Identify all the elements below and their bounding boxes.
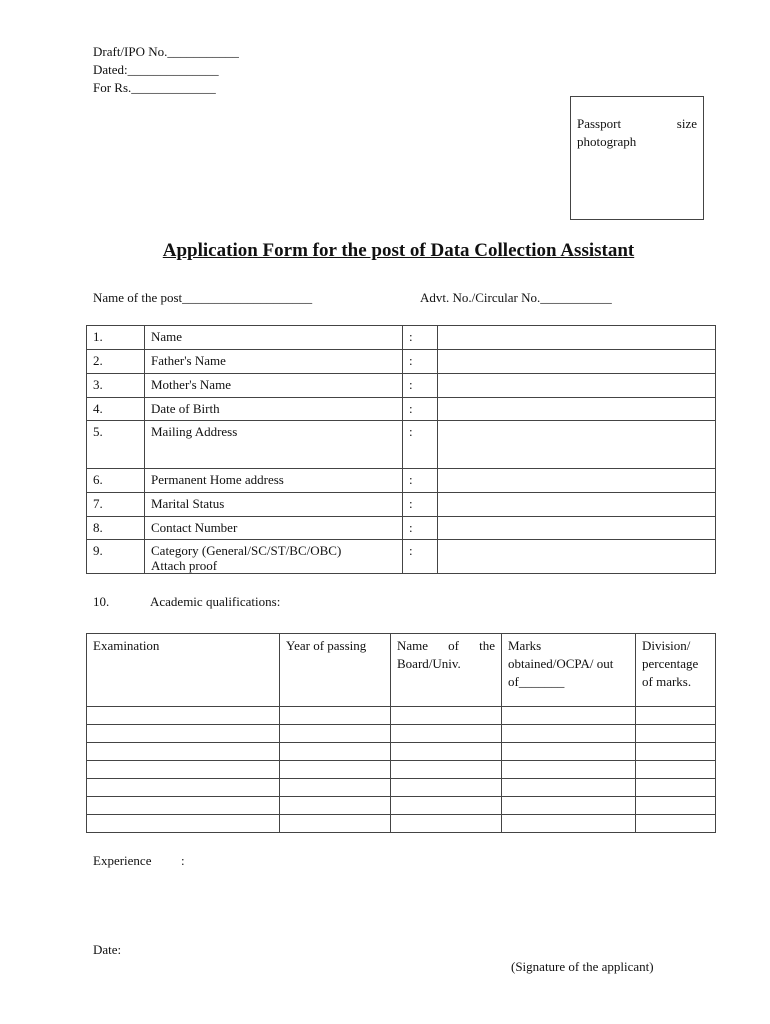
signature-label: (Signature of the applicant) xyxy=(511,959,654,974)
table-cell[interactable] xyxy=(280,743,391,761)
marks-header-line3: of_______ xyxy=(508,674,565,689)
table-cell[interactable] xyxy=(391,707,502,725)
marks-header-line2: obtained/OCPA/ out xyxy=(508,656,614,671)
table-row xyxy=(87,326,716,350)
board-header-line2: Board/Univ. xyxy=(397,656,461,671)
row-colon: : xyxy=(403,350,438,374)
table-cell[interactable] xyxy=(280,707,391,725)
advt-number-field[interactable]: Advt. No./Circular No.___________ xyxy=(420,290,612,305)
photo-label-photograph: photograph xyxy=(577,134,637,149)
table-cell[interactable] xyxy=(280,797,391,815)
table-cell[interactable] xyxy=(87,815,280,833)
passport-photo-box[interactable] xyxy=(570,96,704,220)
row-number: 5. xyxy=(87,421,145,469)
table-row xyxy=(87,797,716,815)
table-cell[interactable] xyxy=(391,725,502,743)
for-rs-line: For Rs._____________ xyxy=(93,80,216,95)
table-row xyxy=(87,761,716,779)
table-cell[interactable] xyxy=(87,743,280,761)
table-cell[interactable] xyxy=(636,797,716,815)
table-cell[interactable] xyxy=(636,707,716,725)
academic-qualifications-heading: Academic qualifications: xyxy=(150,594,281,609)
table-row xyxy=(87,725,716,743)
table-cell[interactable] xyxy=(502,815,636,833)
row-colon: : xyxy=(403,374,438,398)
table-row xyxy=(87,350,716,374)
row-label: Name xyxy=(145,326,403,350)
table-cell[interactable] xyxy=(391,797,502,815)
table-cell[interactable] xyxy=(391,761,502,779)
table-cell[interactable] xyxy=(87,797,280,815)
division-header-line3: of marks. xyxy=(642,674,692,689)
row-colon: : xyxy=(403,540,438,574)
table-row xyxy=(87,779,716,797)
table-row xyxy=(87,421,716,469)
table-cell[interactable] xyxy=(502,725,636,743)
table-row xyxy=(87,469,716,493)
row-label: Father's Name xyxy=(145,350,403,374)
row-label xyxy=(145,540,403,574)
table-row xyxy=(87,743,716,761)
personal-details-table xyxy=(86,325,716,574)
fathers-name-input[interactable] xyxy=(438,350,716,374)
academic-qualifications-table xyxy=(86,633,716,833)
row-colon: : xyxy=(403,517,438,540)
row-number: 6. xyxy=(87,469,145,493)
date-of-birth-input[interactable] xyxy=(438,398,716,421)
table-row xyxy=(87,540,716,574)
table-cell[interactable] xyxy=(502,743,636,761)
column-header-year: Year of passing xyxy=(280,634,391,707)
row-label: Mailing Address xyxy=(145,421,403,469)
row-number: 7. xyxy=(87,493,145,517)
row-label: Marital Status xyxy=(145,493,403,517)
row-colon: : xyxy=(403,421,438,469)
table-header-row xyxy=(87,634,716,707)
photo-label-size: size xyxy=(676,116,697,131)
row-label: Date of Birth xyxy=(145,398,403,421)
attach-proof-label: Attach proof xyxy=(151,558,218,573)
mothers-name-input[interactable] xyxy=(438,374,716,398)
row-label: Contact Number xyxy=(145,517,403,540)
section-number-10: 10. xyxy=(93,594,110,609)
table-cell[interactable] xyxy=(87,779,280,797)
mailing-address-input[interactable] xyxy=(438,421,716,469)
row-number: 9. xyxy=(87,540,145,574)
division-header-line1: Division/ xyxy=(642,638,691,653)
date-label: Date: xyxy=(93,942,122,957)
table-row xyxy=(87,398,716,421)
table-cell[interactable] xyxy=(636,761,716,779)
row-number: 3. xyxy=(87,374,145,398)
category-label: Category (General/SC/ST/BC/OBC) xyxy=(151,543,342,558)
table-cell[interactable] xyxy=(636,725,716,743)
column-header-marks xyxy=(502,634,636,707)
permanent-address-input[interactable] xyxy=(438,469,716,493)
table-row xyxy=(87,493,716,517)
name-of-post-field[interactable]: Name of the post____________________ xyxy=(93,290,313,305)
table-cell[interactable] xyxy=(280,761,391,779)
row-number: 1. xyxy=(87,326,145,350)
division-header-line2: percentage xyxy=(642,656,699,671)
row-label: Mother's Name xyxy=(145,374,403,398)
table-row xyxy=(87,374,716,398)
table-cell[interactable] xyxy=(391,743,502,761)
form-title: Application Form for the post of Data Collection Assistant xyxy=(162,240,635,261)
column-header-examination: Examination xyxy=(87,634,280,707)
table-row xyxy=(87,707,716,725)
row-colon: : xyxy=(403,326,438,350)
table-cell[interactable] xyxy=(636,743,716,761)
table-cell[interactable] xyxy=(87,707,280,725)
table-row xyxy=(87,815,716,833)
dated-line: Dated:______________ xyxy=(93,62,219,77)
marital-status-input[interactable] xyxy=(438,493,716,517)
table-cell[interactable] xyxy=(280,779,391,797)
table-cell[interactable] xyxy=(391,815,502,833)
table-row xyxy=(87,517,716,540)
table-cell[interactable] xyxy=(502,779,636,797)
table-cell[interactable] xyxy=(280,815,391,833)
table-cell[interactable] xyxy=(87,725,280,743)
row-number: 8. xyxy=(87,517,145,540)
table-cell[interactable] xyxy=(280,725,391,743)
draft-ipo-number: Draft/IPO No.___________ xyxy=(93,44,239,59)
column-header-board xyxy=(391,634,502,707)
row-colon: : xyxy=(403,469,438,493)
table-cell[interactable] xyxy=(502,797,636,815)
table-cell[interactable] xyxy=(502,707,636,725)
table-cell[interactable] xyxy=(636,815,716,833)
row-label: Permanent Home address xyxy=(145,469,403,493)
experience-label: Experience xyxy=(93,853,152,868)
row-colon: : xyxy=(403,398,438,421)
name-input[interactable] xyxy=(438,326,716,350)
row-colon: : xyxy=(403,493,438,517)
table-cell[interactable] xyxy=(502,761,636,779)
marks-header-line1: Marks xyxy=(508,638,542,653)
table-cell[interactable] xyxy=(391,779,502,797)
row-number: 4. xyxy=(87,398,145,421)
table-cell[interactable] xyxy=(87,761,280,779)
row-number: 2. xyxy=(87,350,145,374)
column-header-division xyxy=(636,634,716,707)
experience-colon: : xyxy=(181,853,185,868)
category-input[interactable] xyxy=(438,540,716,574)
board-header-line1: Name of the xyxy=(397,638,495,653)
table-cell[interactable] xyxy=(636,779,716,797)
contact-number-input[interactable] xyxy=(438,517,716,540)
photo-label-passport: Passport xyxy=(577,116,622,131)
